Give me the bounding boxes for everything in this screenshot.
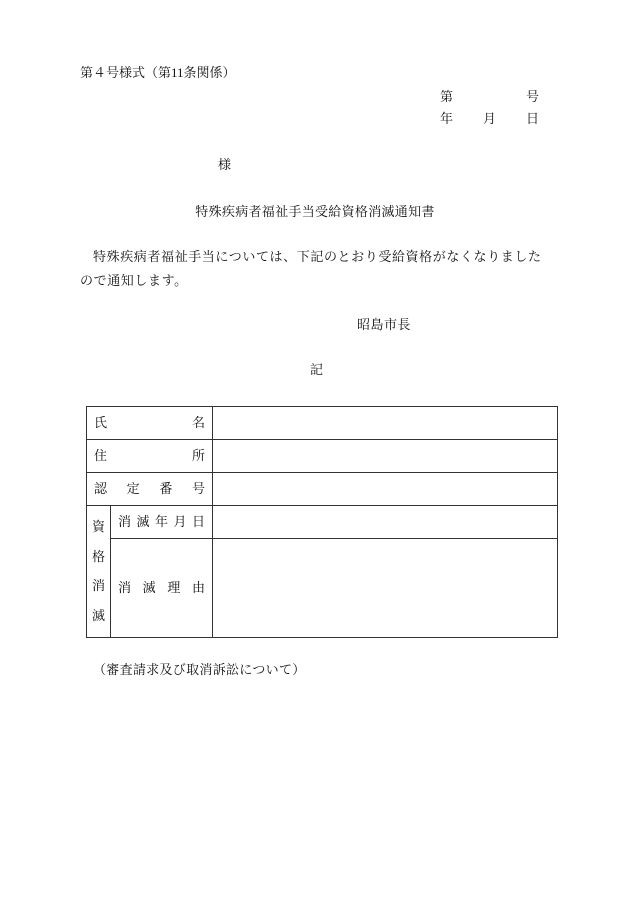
loss-reason-label [118, 580, 205, 596]
body-line-2: ので通知します。 [80, 273, 188, 288]
label-char: 月 [173, 514, 187, 530]
label-char: 号 [191, 481, 205, 496]
label-char: 消 [118, 514, 132, 530]
document-number-prefix: 第 [440, 89, 454, 104]
label-char: 所 [191, 448, 205, 463]
label-char: 資 [91, 519, 105, 535]
cert-number-label [94, 481, 205, 497]
date-month-label: 月 [483, 111, 497, 126]
document-title: 特殊疾病者福祉手当受給資格消滅通知書 [195, 204, 435, 219]
label-char: 消 [118, 580, 132, 596]
address-label-cell [87, 440, 213, 473]
table-row-address [87, 440, 558, 473]
name-label-cell [87, 407, 213, 440]
table-row-loss-reason [87, 539, 558, 638]
loss-reason-value [213, 539, 558, 638]
label-char: 消 [91, 578, 105, 594]
table-row-loss-date [87, 506, 558, 539]
addressee-suffix: 様 [218, 157, 232, 172]
label-char: 理 [167, 580, 181, 596]
body-paragraph [80, 245, 555, 293]
label-char: 住 [94, 448, 108, 463]
cert-number-label-cell [87, 473, 213, 506]
date-day-label: 日 [526, 111, 540, 126]
date-year-label: 年 [440, 111, 454, 126]
address-label [94, 448, 205, 464]
label-char: 年 [154, 514, 168, 530]
appeal-note: （審査請求及び取消訴訟について） [93, 662, 306, 677]
label-char: 日 [191, 514, 205, 530]
label-char: 滅 [136, 514, 150, 530]
info-table [86, 406, 558, 638]
ki-heading: 記 [310, 362, 324, 377]
label-char: 番 [159, 481, 173, 496]
loss-date-value [213, 506, 558, 539]
issuer: 昭島市長 [357, 317, 412, 332]
cert-number-value [213, 473, 558, 506]
table-row-cert-number [87, 473, 558, 506]
label-char: 氏 [94, 415, 108, 430]
qualification-loss-group-label [87, 506, 110, 637]
loss-date-label [118, 514, 205, 530]
name-label [94, 415, 205, 431]
form-number: 第４号様式（第11条関係） [80, 65, 236, 80]
table-row-name [87, 407, 558, 440]
label-char: 滅 [91, 607, 105, 623]
label-char: 格 [91, 548, 105, 564]
document-number-suffix: 号 [526, 89, 540, 104]
body-line-1: 特殊疾病者福祉手当については、下記のとおり受給資格がなくなりました [93, 249, 542, 264]
loss-reason-label-cell [111, 539, 213, 638]
label-char: 由 [191, 580, 205, 596]
label-char: 滅 [142, 580, 156, 596]
label-char: 定 [126, 481, 140, 496]
label-char: 認 [94, 481, 108, 496]
address-value [213, 440, 558, 473]
label-char: 名 [191, 415, 205, 430]
qualification-loss-group-cell [87, 506, 111, 638]
loss-date-label-cell [111, 506, 213, 539]
name-value [213, 407, 558, 440]
